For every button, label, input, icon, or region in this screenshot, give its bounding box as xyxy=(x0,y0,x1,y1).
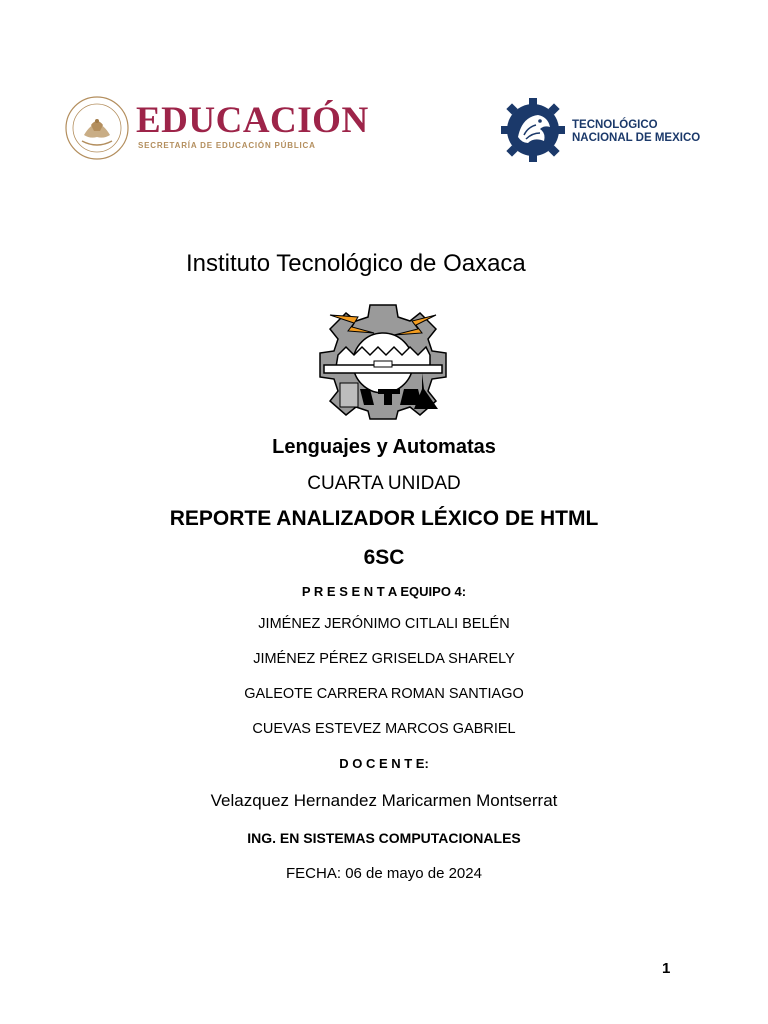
team-member: JIMÉNEZ JERÓNIMO CITLALI BELÉN xyxy=(258,616,510,632)
docente-name: Velazquez Hernandez Maricarmen Montserrat xyxy=(210,791,558,810)
mexican-coat-of-arms-icon xyxy=(64,95,130,161)
report-title: REPORTE ANALIZADOR LÉXICO DE HTML xyxy=(169,507,599,530)
tecnm-gear-eagle-icon xyxy=(500,97,566,163)
tecnm-wordmark xyxy=(572,119,700,145)
institution-title: Instituto Tecnológico de Oaxaca xyxy=(186,250,526,277)
ito-gear-lightning-icon xyxy=(318,303,448,421)
date-label: FECHA: 06 de mayo de 2024 xyxy=(286,865,482,882)
team-member: JIMÉNEZ PÉREZ GRISELDA SHARELY xyxy=(253,651,515,667)
tecnm-line2: NACIONAL DE MEXICO xyxy=(572,132,701,144)
career-label: ING. EN SISTEMAS COMPUTACIONALES xyxy=(247,830,521,846)
sep-logo xyxy=(64,95,374,161)
team-member: GALEOTE CARRERA ROMAN SANTIAGO xyxy=(244,686,524,702)
subject-title: Lenguajes y Automatas xyxy=(272,436,496,458)
tecnm-logo xyxy=(500,97,712,165)
docente-label: D O C E N T E: xyxy=(339,756,429,771)
group-label: 6SC xyxy=(363,546,405,569)
team-member: CUEVAS ESTEVEZ MARCOS GABRIEL xyxy=(252,721,516,737)
tecnm-line1: TECNOLÓGICO xyxy=(572,119,658,131)
sep-wordmark: EDUCACIÓN xyxy=(136,100,369,141)
sep-subtitle: SECRETARÍA DE EDUCACIÓN PÚBLICA xyxy=(138,141,316,150)
unit-label: CUARTA UNIDAD xyxy=(307,473,461,494)
page-number: 1 xyxy=(662,960,671,977)
presenta-label: P R E S E N T A EQUIPO 4: xyxy=(301,584,467,599)
